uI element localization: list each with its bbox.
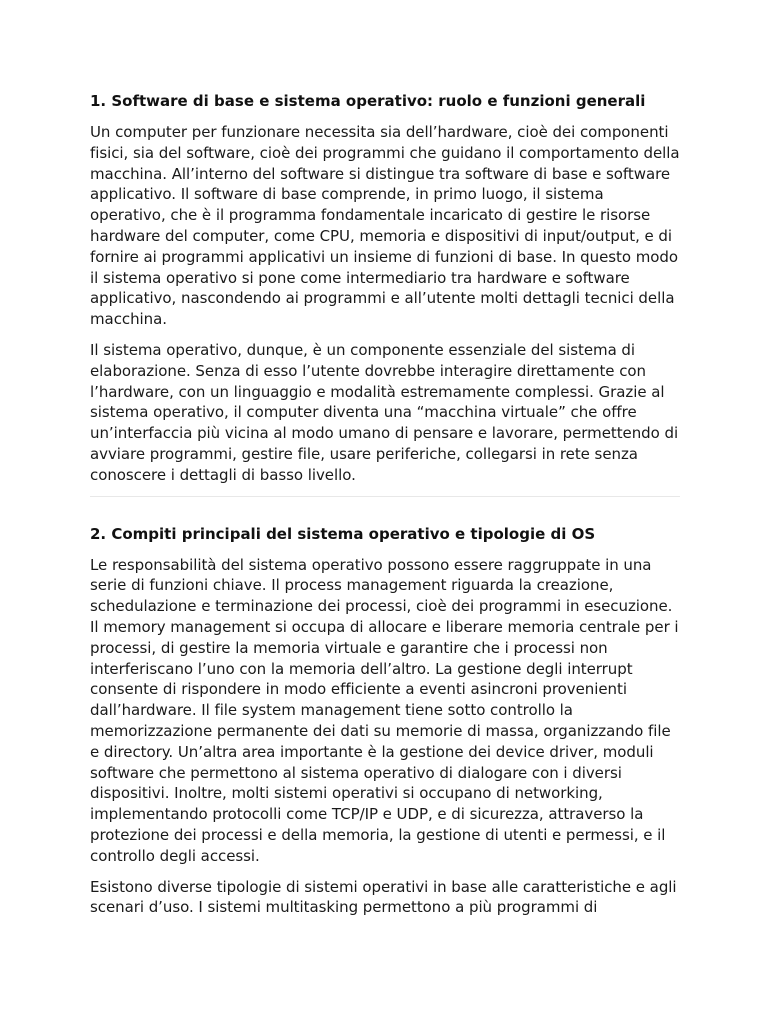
paragraph: Esistono diverse tipologie di sistemi operativi in base alle caratteristiche e agli scenari d’uso. I sistemi multitasking permettono a più programmi di (90, 877, 677, 917)
section-2 (90, 523, 680, 919)
paragraph: Il sistema operativo, dunque, è un componente essenziale del sistema di elaborazione. Senza di esso l’utente dovrebbe interagire direttamente con l’hardware, con un linguaggio e modalità estremamente complessi. Grazie al sistema operativo, il computer diventa una “macchina virtuale” che offre un’interfaccia più vicina al modo umano di pensare e lavorare, permettendo di avviare programmi, gestire file, usare periferiche, collegarsi in rete senza conoscere i dettagli di basso livello. (90, 340, 679, 484)
section-heading: 1. Software di base e sistema operativo: ruolo e funzioni generali (90, 92, 646, 110)
document-page (90, 90, 680, 928)
section-divider (90, 496, 680, 497)
paragraph: Un computer per funzionare necessita sia dell’hardware, cioè dei componenti fisici, sia del software, cioè dei programmi che guidano il comportamento della macchina. All’interno del software si distingue tra software di base e software applicativo. Il software di base comprende, in primo luogo, il sistema operativo, che è il programma fondamentale incaricato di gestire le risorse hardware del computer, come CPU, memoria e dispositivi di input/output, e di fornire ai programmi applicativi un insieme di funzioni di base. In questo modo il sistema operativo si pone come intermediario tra hardware e software applicativo, nascondendo ai programmi e all’utente molti dettagli tecnici della macchina. (90, 123, 680, 329)
paragraph: Le responsabilità del sistema operativo possono essere raggruppate in una serie di funzioni chiave. Il process management riguarda la creazione, schedulazione e terminazione dei processi, cioè dei programmi in esecuzione. Il memory management si occupa di allocare e liberare memoria centrale per i processi, di gestire la memoria virtuale e garantire che i processi non interferiscano l’uno con la memoria dell’altro. La gestione degli interrupt consente di rispondere in modo efficiente a eventi asincroni provenienti dall’hardware. Il file system management tiene sotto controllo la memorizzazione permanente dei dati su memorie di massa, organizzando file e directory. Un’altra area importante è la gestione dei device driver, moduli software che permettono al sistema operativo di dialogare con i diversi dispositivi. Inoltre, molti sistemi operativi si occupano di networking, implementando protocolli come TCP/IP e UDP, e di sicurezza, attraverso la protezione dei processi e della memoria, la gestione di utenti e permessi, e il controllo degli accessi. (90, 555, 679, 865)
section-1 (90, 90, 680, 486)
section-heading: 2. Compiti principali del sistema operativo e tipologie di OS (90, 524, 596, 543)
